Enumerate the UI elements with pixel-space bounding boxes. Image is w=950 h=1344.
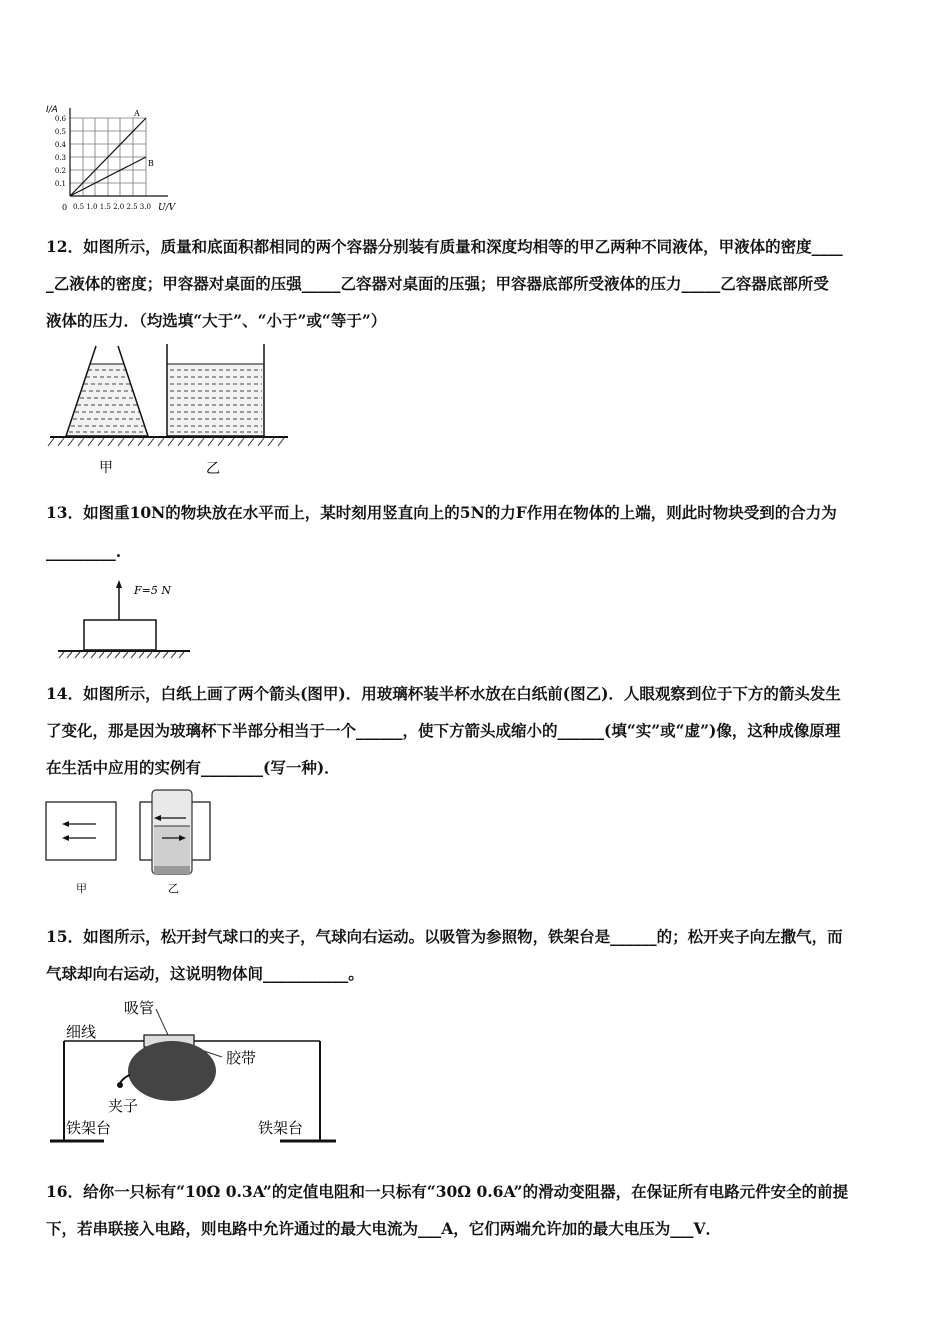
question-13 — [46, 494, 906, 570]
svg-text:夹子: 夹子 — [108, 1097, 139, 1115]
q14-line-3: 在生活中应用的实例有________(写一种)． — [46, 758, 340, 777]
svg-text:0.3: 0.3 — [54, 154, 66, 162]
svg-text:0.5: 0.5 — [54, 128, 66, 136]
svg-text:0.2: 0.2 — [54, 167, 66, 175]
svg-text:胶带: 胶带 — [226, 1049, 257, 1067]
question-16 — [46, 1173, 906, 1247]
arrows-glass-figure — [44, 788, 224, 896]
svg-text:I/A: I/A — [46, 105, 58, 115]
svg-text:U/V: U/V — [158, 203, 176, 213]
question-15 — [46, 918, 906, 992]
q13-line-2: _________. — [46, 542, 122, 561]
svg-text:铁架台: 铁架台 — [66, 1119, 112, 1137]
containers-figure — [44, 340, 294, 480]
svg-text:吸管: 吸管 — [124, 999, 155, 1017]
svg-text:0.4: 0.4 — [54, 141, 66, 149]
svg-text:A: A — [134, 109, 140, 118]
q12-line-1: 12．如图所示，质量和底面积都相同的两个容器分别装有质量和深度均相等的甲乙两种不同液体，甲液体的密度____ — [46, 237, 843, 256]
q15-line-1: 15．如图所示，松开封气球口的夹子，气球向右运动。以吸管为参照物，铁架台是______的；松开夹子向左撒气，而 — [46, 927, 843, 946]
question-14 — [46, 675, 906, 786]
svg-text:乙: 乙 — [206, 461, 220, 477]
svg-text:0.1: 0.1 — [54, 180, 66, 188]
q14-line-2: 了变化，那是因为玻璃杯下半部分相当于一个______，使下方箭头成缩小的______(填“实”或“虚”)像，这种成像原理 — [46, 721, 841, 740]
question-12 — [46, 228, 906, 339]
q16-line-2: 下，若串联接入电路，则电路中允许通过的最大电流为___A，它们两端允许加的最大电压为___V． — [46, 1219, 722, 1238]
balloon-figure — [44, 995, 344, 1147]
q12-line-3: 液体的压力．（均选填“大于”、“小于”或“等于”） — [46, 311, 387, 330]
svg-text:甲: 甲 — [99, 460, 113, 476]
iu-graph — [40, 100, 190, 215]
svg-text:细线: 细线 — [66, 1023, 97, 1041]
svg-text:铁架台: 铁架台 — [258, 1119, 304, 1137]
svg-text:F=5 N: F=5 N — [134, 584, 171, 597]
svg-text:乙: 乙 — [168, 882, 179, 895]
svg-text:B: B — [148, 159, 154, 168]
svg-text:0: 0 — [62, 203, 68, 212]
block-force-figure — [44, 572, 204, 662]
q16-line-1: 16．给你一只标有“10Ω 0.3A”的定值电阻和一只标有“30Ω 0.6A”的滑动变阻器，在保证所有电路元件安全的前提 — [46, 1182, 849, 1201]
svg-text:甲: 甲 — [76, 882, 87, 895]
q15-line-2: 气球却向右运动，这说明物体间___________。 — [46, 964, 364, 983]
q14-line-1: 14．如图所示，白纸上画了两个箭头(图甲)．用玻璃杯装半杯水放在白纸前(图乙)．人眼观察到位于下方的箭头发生 — [46, 684, 841, 703]
q12-line-2: _乙液体的密度；甲容器对桌面的压强_____乙容器对桌面的压强；甲容器底部所受液体的压力_____乙容器底部所受 — [46, 274, 829, 293]
svg-text:0.5 1.0 1.5 2.0 2.5 3.0: 0.5 1.0 1.5 2.0 2.5 3.0 — [73, 203, 151, 211]
q13-line-1: 13．如图重10N的物块放在水平而上，某时刻用竖直向上的5N的力F作用在物体的上端，则此时物块受到的合力为 — [46, 503, 837, 522]
svg-text:0.6: 0.6 — [54, 115, 66, 123]
